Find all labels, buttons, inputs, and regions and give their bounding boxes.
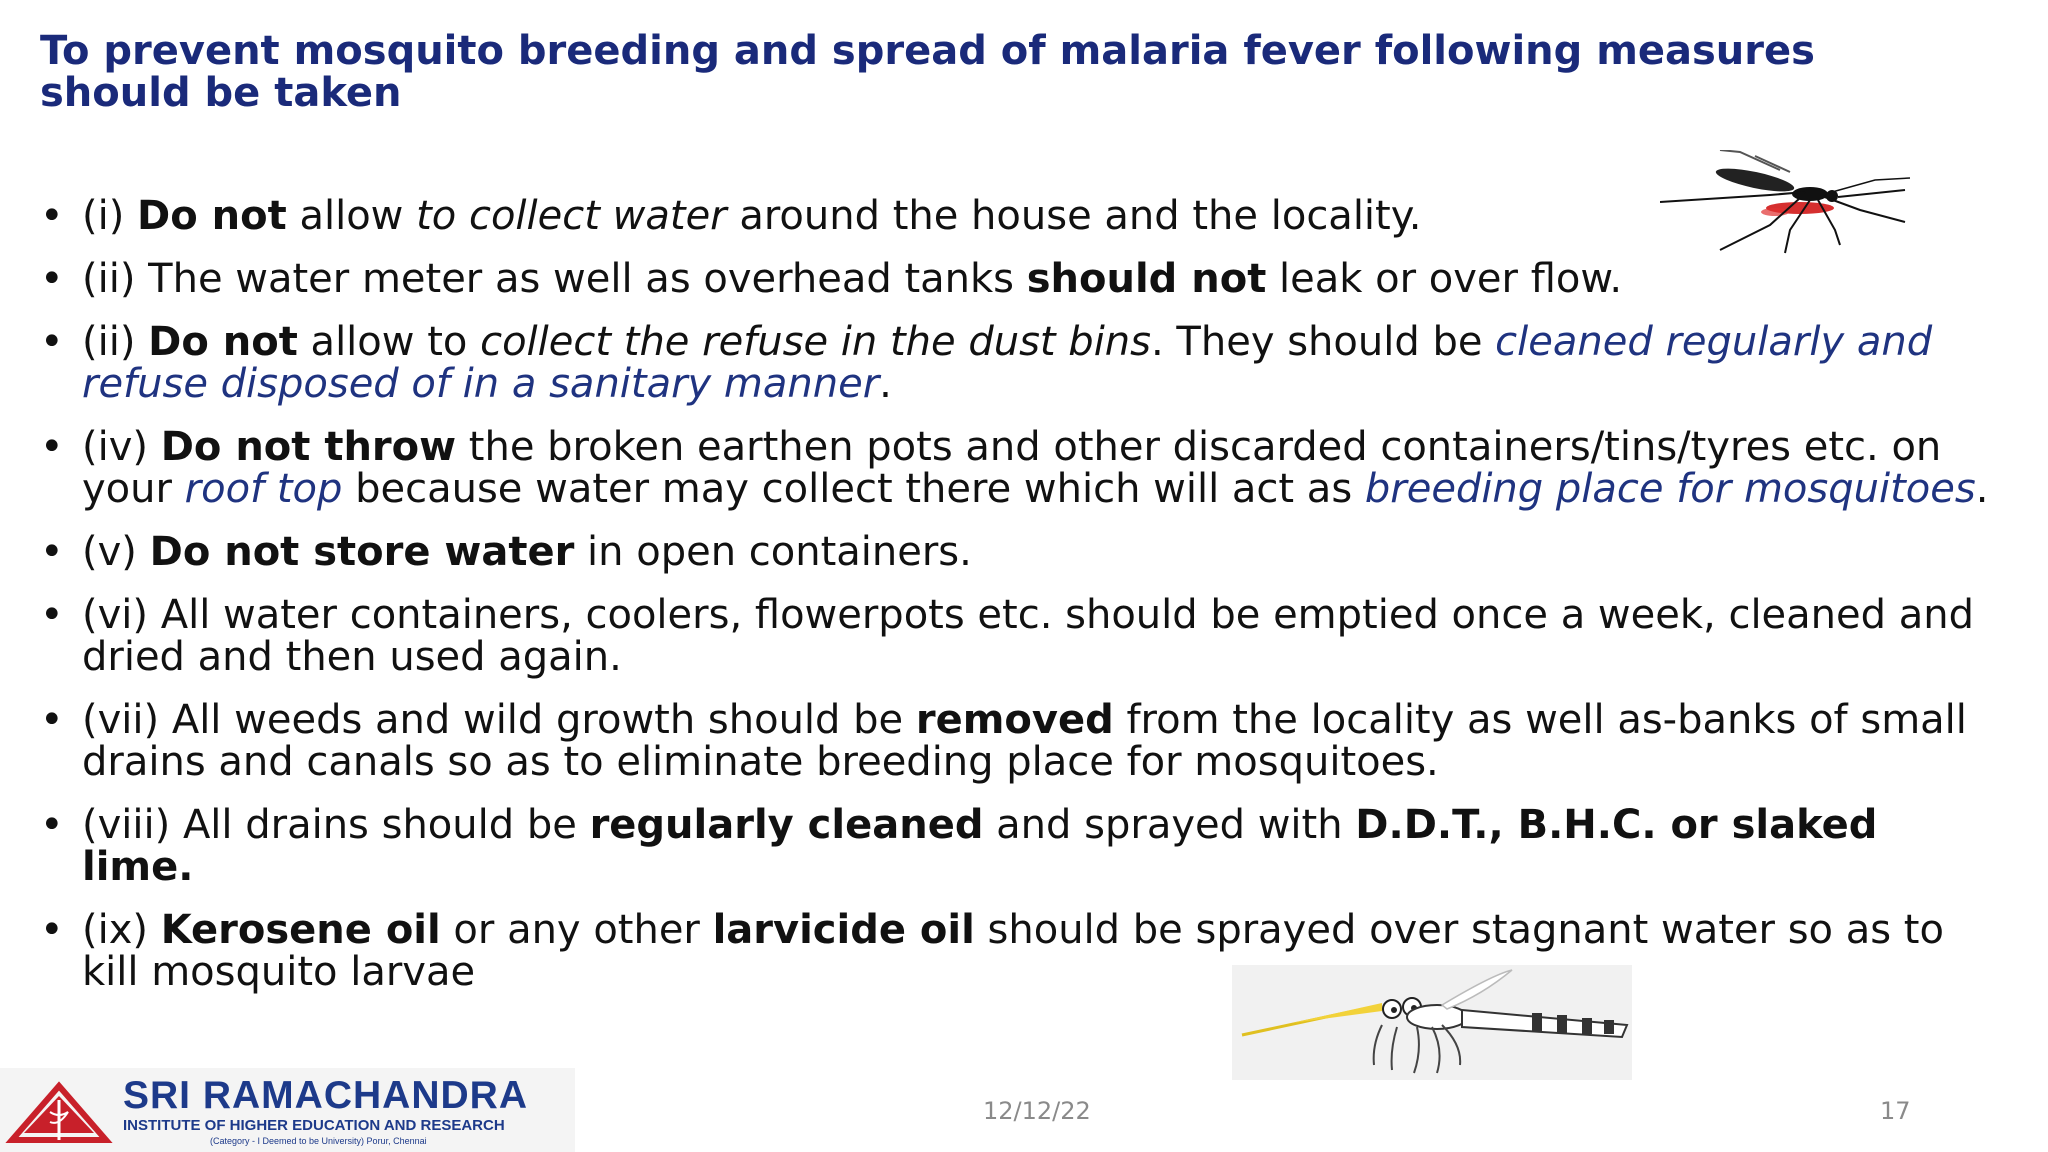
bullet-text: Do not throw [160,424,457,470]
bullet-text: larvicide oil [712,907,975,953]
bullet-text: Do not [148,319,298,365]
bullet-text: Kerosene oil [160,907,441,953]
bullet-item [40,909,2000,993]
bullet-text: in open containers. [574,529,972,575]
bullet-item [40,594,2000,678]
bullet-text: cleaned regularly and refuse disposed of in a sanitary manner [82,319,1933,407]
bullet-text: the broken earthen pots and other discarded containers/tins/tyres etc. on your [82,424,1942,512]
bullet-item [40,804,2000,888]
bullet-text: should not [1026,256,1267,302]
bullet-text: collect the refuse in the dust bins [480,319,1151,365]
bullet-text: around the house and the locality. [726,193,1422,239]
bullet-text: . [879,361,892,407]
bullet-text: regularly cleaned [589,802,984,848]
bullet-text: (iv) [82,424,161,470]
slide-number: 17 [1880,1097,1911,1125]
bullet-text: (vii) All weeds and wild growth should be [82,697,916,743]
bullet-text: because water may collect there which will act as [342,466,1365,512]
bullet-item [40,321,2000,405]
bullet-text: (i) [82,193,138,239]
bullet-text: (ix) [82,907,161,953]
bullet-text: allow to [297,319,481,365]
bullet-text: Do not [137,193,287,239]
bullet-text: (viii) All drains should be [82,802,590,848]
bullet-text: (ii) The water meter as well as overhead tanks [82,256,1027,302]
bullet-text: D.D.T., B.H.C. or slaked lime. [82,802,1878,890]
cartoon-mosquito [1232,965,1632,1080]
bullet-text: (vi) All water containers, coolers, flowerpots etc. should be emptied once a week, cleaned and dried and then used again. [82,592,1974,680]
bullet-text: (ii) [82,319,149,365]
bullet-item [40,258,2000,300]
bullet-text: . They should be [1151,319,1496,365]
bullet-item [40,531,2000,573]
bullet-text: . [1975,466,1989,512]
bullet-list [40,195,2000,1014]
bullet-text: leak or over flow. [1266,256,1623,302]
bullet-text: should be sprayed over stagnant water so as to kill mosquito larvae [82,907,1944,995]
slide-date: 12/12/22 [983,1097,1091,1125]
logo-subtitle: INSTITUTE OF HIGHER EDUCATION AND RESEARCH [123,1117,505,1134]
bullet-text: from the locality as well as-banks of small drains and canals so as to eliminate breeding place for mosquitoes. [82,697,1967,785]
bullet-text: removed [915,697,1114,743]
institution-logo [0,1068,575,1152]
emblem-icon [4,1078,114,1148]
bullet-text: to collect water [416,193,727,239]
bullet-text: and sprayed with [983,802,1356,848]
bullet-text: Do not store water [149,529,575,575]
bullet-text: allow [286,193,417,239]
logo-name: SRI RAMACHANDRA [123,1074,528,1117]
bullet-item [40,699,2000,783]
bullet-text: or any other [440,907,713,953]
bullet-text: (v) [82,529,150,575]
bullet-text: breeding place for mosquitoes [1364,466,1976,512]
bullet-item [40,426,2000,510]
mosquito-photo [1660,150,1920,255]
bullet-text: roof top [184,466,343,512]
logo-note: (Category - I Deemed to be University) Porur, Chennai [210,1136,427,1146]
slide-title: To prevent mosquito breeding and spread of malaria fever following measures should be taken [40,28,1815,116]
